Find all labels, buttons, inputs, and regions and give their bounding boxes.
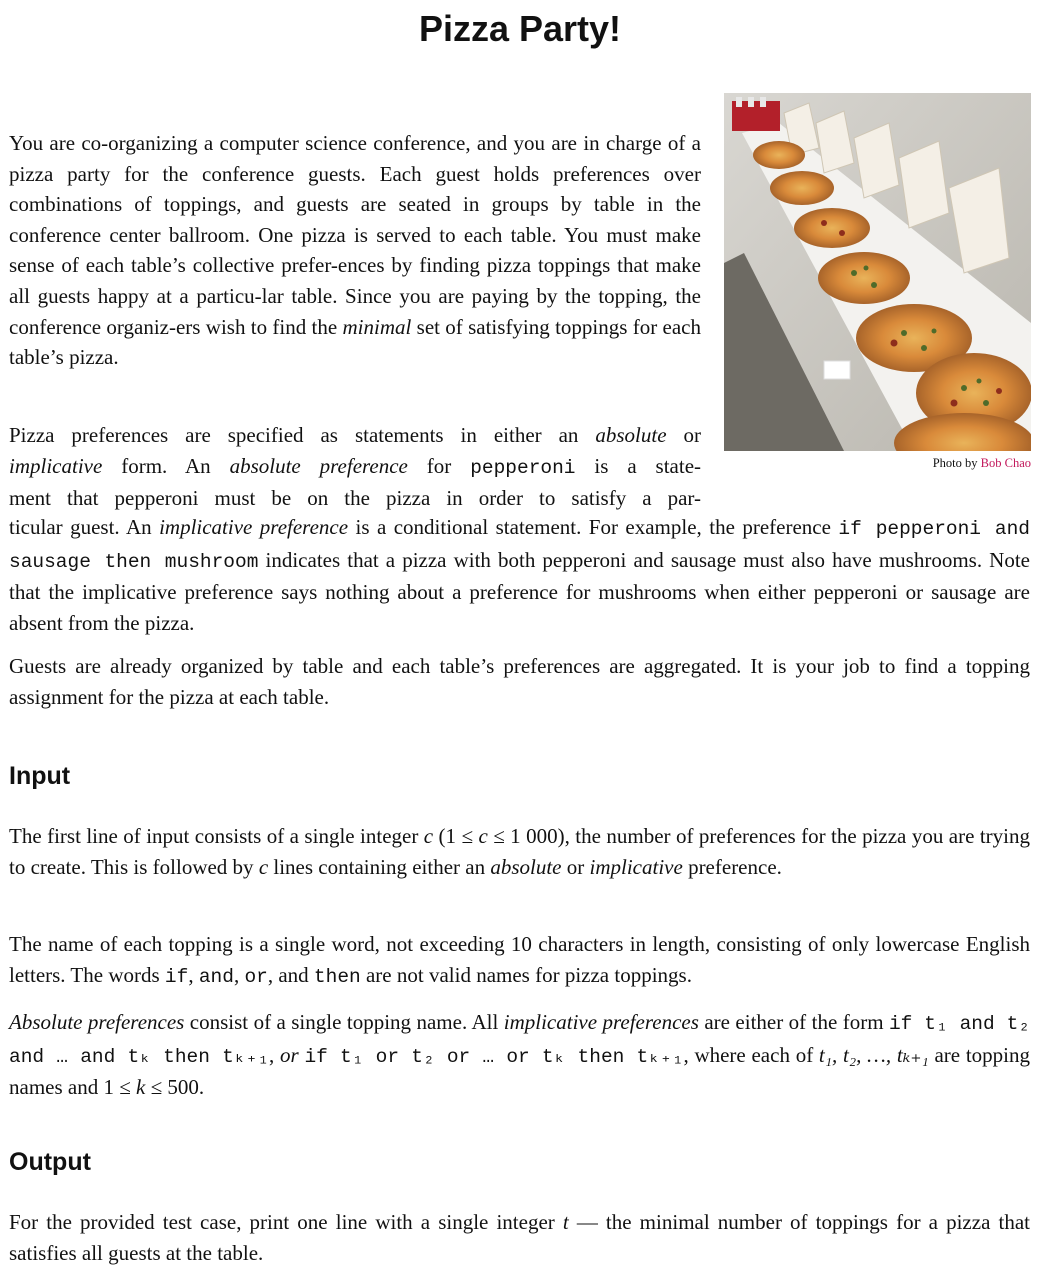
intro-p2-l4a: ticular guest. An: [9, 515, 160, 539]
intro-p1-emphasis: minimal: [342, 314, 412, 339]
intro-p2-l2c: is a state-: [575, 453, 702, 478]
input-p3-em1: Absolute preferences: [9, 1010, 185, 1034]
input-p3-form-or: if t₁ or t₂ or … or tₖ then tₖ₊₁: [304, 1045, 684, 1068]
intro-p2-l1em: absolute: [595, 423, 667, 447]
intro-p2-l3: ment that pepperoni must be on the pizza in order to satisfy a par-: [9, 486, 701, 511]
input-p2-code-and: and: [198, 965, 234, 988]
input-heading: Input: [9, 762, 71, 790]
input-paragraph-2: [9, 929, 1030, 992]
intro-p2-l4b: is a conditional statement. For example, the preference: [348, 515, 831, 539]
output-heading: Output: [9, 1148, 91, 1176]
input-p3-em2: implicative preferences: [503, 1010, 699, 1034]
input-p2-e: are not valid names for pizza toppings.: [360, 962, 692, 987]
input-p1-f: preference.: [682, 854, 782, 879]
photo-caption: [724, 456, 1031, 471]
intro-p2-l2b: for: [407, 453, 471, 478]
input-p3-or: or: [280, 1042, 299, 1067]
input-p2-b: ,: [188, 962, 199, 987]
input-p1-em1: absolute: [490, 854, 562, 879]
input-p2-a: The name of each topping is a single word, not exceeding 10 characters in length, consisting of only lowercase English letters. The words: [9, 932, 1030, 987]
intro-p2-l1a: Pizza preferences are specified as statements in either an: [9, 423, 596, 447]
input-p1-var2: c: [478, 824, 488, 848]
input-p3-list: t₁, t₂, …, tₖ₊₁: [818, 1042, 929, 1067]
input-p2-code-if: if: [164, 965, 189, 988]
input-p3-d: , where each of: [683, 1042, 819, 1067]
input-p1-b: (1 ≤: [433, 824, 479, 848]
input-p2-c: ,: [233, 962, 245, 987]
intro-p2-code-pepperoni: pepperoni: [470, 456, 576, 479]
intro-p1-text-b: set of satisfying toppings for each table’s pizza.: [9, 314, 701, 370]
input-paragraph-1: [9, 821, 1030, 882]
input-p3-b: are either of the form: [698, 1010, 889, 1034]
input-p3-a: consist of a single topping name. All: [184, 1010, 504, 1034]
intro-p2-l2em2: absolute preference: [229, 453, 408, 478]
output-p1-b: — the minimal number of toppings for a pizza that satisfies all guests at the table.: [9, 1210, 1030, 1265]
input-p3-var: k: [136, 1075, 146, 1100]
input-p1-em2: implicative: [589, 854, 683, 879]
input-p3-e: are topping names and 1 ≤: [9, 1042, 1031, 1100]
input-p1-c: ≤ 1 000), the number of preferences for the pizza you are trying to create. This is followed by: [9, 824, 1030, 879]
input-p3-form-and: if t₁ and t₂ and … and tₖ then tₖ₊₁: [9, 1013, 1030, 1068]
input-p2-code-or: or: [244, 965, 268, 988]
output-paragraph-1: [9, 1207, 1030, 1268]
intro-paragraph-3: Guests are already organized by table and each table’s preferences are aggregated. It is your job to find a topping assignment for the pizza at each table.: [9, 654, 1030, 709]
output-p1-var: t: [562, 1210, 569, 1234]
intro-p2-l2a: form. An: [102, 453, 230, 478]
input-p1-a: The first line of input consists of a single integer: [9, 824, 424, 848]
input-p3-c: ,: [269, 1042, 281, 1067]
intro-p2-code-example: if pepperoni and sausage then mushroom: [9, 518, 1031, 573]
intro-paragraph-1: [9, 128, 701, 373]
intro-paragraph-2-top: [9, 420, 701, 514]
input-p1-d: lines containing either an: [268, 854, 491, 879]
intro-paragraph-2-bottom: [9, 512, 1030, 638]
pizza-photo: [724, 93, 1031, 451]
intro-p1-text-a: You are co-organizing a computer science conference, and you are in charge of a pizza party for the conference guests. Each guest holds preferences over combinations of toppings, and guests are seated in groups by table in the conference center ballroom. One pizza is served to each table. You must make sense of each table’s collective prefer-ences by finding pizza toppings that make all guests happy at a particu-lar table. Since you are paying by the topping, the conference organiz-ers wish to find the: [9, 131, 701, 339]
input-p2-code-then: then: [313, 965, 361, 988]
output-p1-a: For the provided test case, print one line with a single integer: [9, 1210, 563, 1234]
input-paragraph-3: [9, 1007, 1030, 1103]
input-p2-d: , and: [267, 962, 314, 987]
intro-p2-rest: indicates that a pizza with both pepperoni and sausage must also have mushrooms. Note that the implicative preference says nothing about a preference for mushrooms when either pepperoni or sausage are absent from the pizza.: [9, 547, 1030, 635]
intro-p2-l4em: implicative preference: [159, 515, 349, 539]
input-p3-f: ≤ 500.: [145, 1075, 205, 1100]
intro-p2-l2em1: implicative: [9, 453, 103, 478]
photo-credit-link[interactable]: Bob Chao: [980, 456, 1031, 470]
pizza-photo-figure: [724, 93, 1031, 451]
input-p1-var: c: [423, 824, 434, 848]
input-p1-var3: c: [258, 854, 269, 879]
input-p1-e: or: [561, 854, 590, 879]
problem-title: Pizza Party!: [418, 8, 622, 49]
intro-p2-l1b: or: [666, 423, 701, 447]
caption-prefix: Photo by: [932, 456, 981, 470]
